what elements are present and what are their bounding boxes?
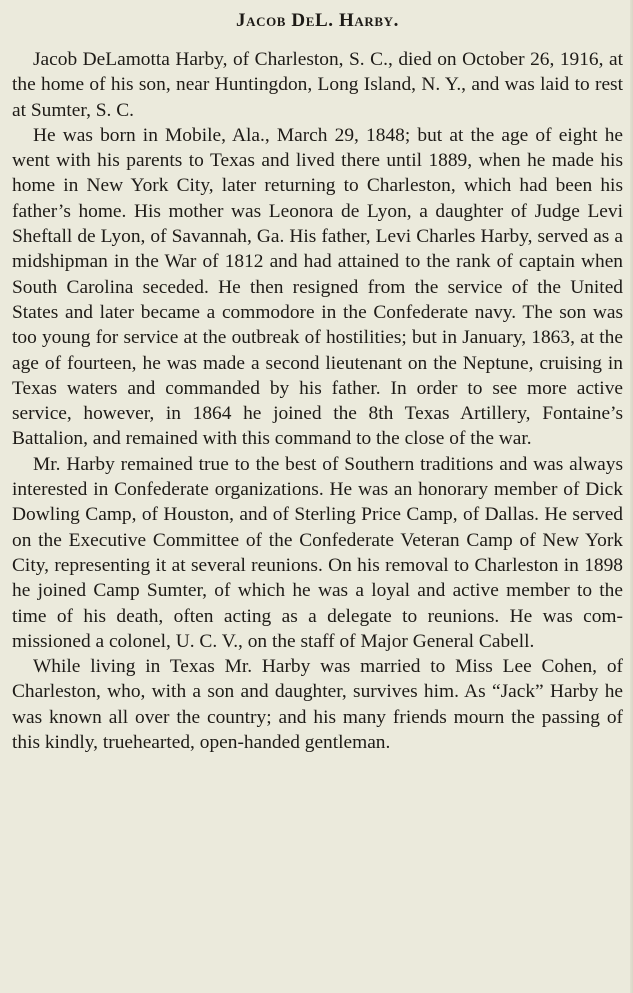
paragraph-family: While living in Texas Mr. Harby was married to Miss Lee Cohen, of Charleston, who, with a son and daughter, survives him. As “Jack” Harby he was known all over the country; and his many friends mourn the passing of this kindly, truehearted, open-handed gentleman. xyxy=(12,656,623,754)
paragraph-death: Jacob DeLamotta Harby, of Charleston, S. C., died on October 26, 1916, at the home of his son, near Huntingdon, Long Island, N. Y., and was laid to rest at Sumter, S. C. xyxy=(12,49,623,121)
paragraph-confederate-service: Mr. Harby remained true to the best of Southern traditions and was always interested in Confederate organizations. He was an honorary member of Dick Dowling Camp, of Houston, and of Sterling Price Camp, of Dallas. He served on the Executive Committee of the Confederate Veteran Camp of New York City, representing it at several reunions. On his removal to Charleston in 1898 he joined Camp Sumter, of which he was a loyal and active member to the time of his death, often acting as a delegate to reunions. He was commissioned a colonel, U. C. V., on the staff of Major General Cabell. xyxy=(12,453,623,652)
obituary-page xyxy=(12,8,623,755)
paragraph-biography: He was born in Mobile, Ala., March 29, 1848; but at the age of eight he went with his parents to Texas and lived there until 1889, when he made his home in New York City, later returning to Charleston, which had been his father’s home. His mother was Leonora de Lyon, a daughter of Judge Levi Sheftall de Lyon, of Savannah, Ga. His father, Levi Charles Harby, served as a midshipman in the War of 1812 and had attained to the rank of captain when South Carolina seceded. He then resigned from the service of the United States and later became a commodore in the Confederate navy. The son was too young for service at the outbreak of hostilities; but in January, 1863, at the age of fourteen, he was made a second lieutenant on the Neptune, cruising in Texas waters and commanded by his father. In order to see more active service, however, in 1864 he joined the 8th Texas Artillery, Fontaine’s Battalion, and remained with this command to the close of the war. xyxy=(12,124,623,450)
article-title: Jacob DeL. Harby. xyxy=(236,10,399,31)
